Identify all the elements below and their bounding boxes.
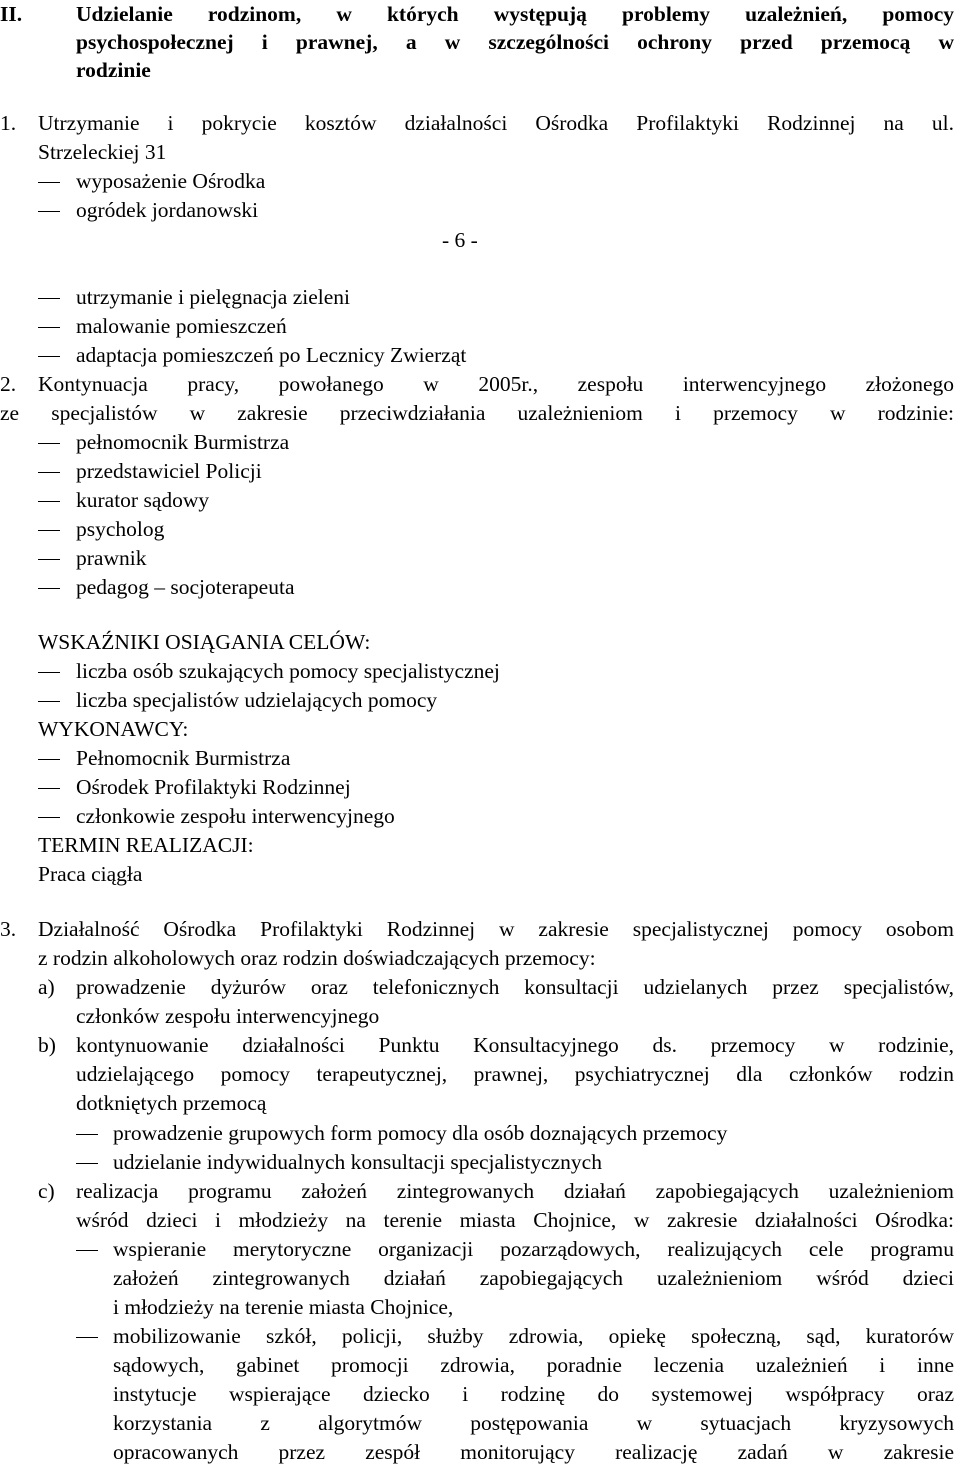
item-3-line-2: z rodzin alkoholowych oraz rodzin doświadczających przemocy:	[38, 946, 596, 970]
item-1-line-2: Strzeleckiej 31	[38, 140, 167, 164]
section-heading-line-3: rodzinie	[76, 58, 151, 82]
item-3b-line-1: kontynuowanie działalności Punktu Konsultacyjnego ds. przemocy w rodzinie,	[76, 1033, 954, 1057]
item-2-bullet: psycholog	[76, 517, 165, 541]
item-1-bullet: malowanie pomieszczeń	[76, 314, 287, 338]
item-3a-marker: a)	[38, 975, 55, 999]
item-3b-line-3: dotkniętych przemocą	[76, 1091, 267, 1115]
dash-bullet-icon	[38, 657, 64, 686]
dash-bullet-icon	[38, 428, 64, 457]
item-2-bullet: przedstawiciel Policji	[76, 459, 262, 483]
item-3c-bullet-1-line-2: założeń zintegrowanych działań zapobiegających uzależnieniom wśród dzieci	[113, 1266, 954, 1290]
indicator-item: liczba specjalistów udzielających pomocy	[76, 688, 438, 712]
item-1-bullet: adaptacja pomieszczeń po Lecznicy Zwierząt	[76, 343, 467, 367]
executors-label: WYKONAWCY:	[38, 717, 189, 741]
dash-bullet-icon	[38, 283, 64, 312]
page-number: - 6 -	[442, 228, 478, 252]
indicator-item: liczba osób szukających pomocy specjalistycznej	[76, 659, 500, 683]
item-1-bullet: wyposażenie Ośrodka	[76, 169, 266, 193]
item-2-bullet: pełnomocnik Burmistrza	[76, 430, 290, 454]
dash-bullet-icon	[76, 1235, 102, 1264]
dash-bullet-icon	[38, 802, 64, 831]
item-3-number: 3.	[0, 917, 17, 941]
item-3c-bullet-2-line-3: instytucje wspierające dziecko i rodzinę do systemowej współpracy oraz	[113, 1382, 954, 1406]
item-2-bullet: prawnik	[76, 546, 147, 570]
item-1-bullet: ogródek jordanowski	[76, 198, 259, 222]
term-label: TERMIN REALIZACJI:	[38, 833, 254, 857]
dash-bullet-icon	[38, 312, 64, 341]
dash-bullet-icon	[76, 1148, 102, 1177]
item-3c-bullet-2-line-4: korzystania z algorytmów postępowania w sytuacjach kryzysowych	[113, 1411, 954, 1435]
section-number: II.	[0, 2, 23, 26]
item-3b-bullet: udzielanie indywidualnych konsultacji specjalistycznych	[113, 1150, 602, 1174]
item-3c-bullet-1-line-1: wspieranie merytoryczne organizacji pozarządowych, realizujących cele programu	[113, 1237, 954, 1261]
executor-item: Ośrodek Profilaktyki Rodzinnej	[76, 775, 351, 799]
section-heading-line-2: psychospołecznej i prawnej, a w szczególności ochrony przed przemocą w	[76, 30, 954, 54]
item-2-number: 2.	[0, 372, 17, 396]
item-1-bullet: utrzymanie i pielęgnacja zieleni	[76, 285, 350, 309]
term-value: Praca ciągła	[38, 862, 143, 886]
item-3c-marker: c)	[38, 1179, 55, 1203]
item-2-bullet: kurator sądowy	[76, 488, 210, 512]
item-3c-line-2: wśród dzieci i młodzieży na terenie miasta Chojnice, w zakresie działalności Ośrodka:	[76, 1208, 954, 1232]
item-3a-line-1: prowadzenie dyżurów oraz telefonicznych konsultacji udzielanych przez specjalistów,	[76, 975, 954, 999]
dash-bullet-icon	[76, 1119, 102, 1148]
dash-bullet-icon	[38, 515, 64, 544]
item-2-line-2: ze specjalistów w zakresie przeciwdziałania uzależnieniom i przemocy w rodzinie:	[0, 401, 954, 425]
item-3c-bullet-1-line-3: i młodzieży na terenie miasta Chojnice,	[113, 1295, 454, 1319]
dash-bullet-icon	[38, 686, 64, 715]
item-2-bullet: pedagog – socjoterapeuta	[76, 575, 295, 599]
indicators-label: WSKAŹNIKI OSIĄGANIA CELÓW:	[38, 630, 371, 654]
item-3a-line-2: członków zespołu interwencyjnego	[76, 1004, 380, 1028]
executor-item: Pełnomocnik Burmistrza	[76, 746, 291, 770]
dash-bullet-icon	[38, 744, 64, 773]
dash-bullet-icon	[38, 544, 64, 573]
dash-bullet-icon	[38, 573, 64, 602]
item-3-line-1: Działalność Ośrodka Profilaktyki Rodzinnej w zakresie specjalistycznej pomocy osobom	[38, 917, 954, 941]
section-heading-line-1: Udzielanie rodzinom, w których występują problemy uzależnień, pomocy	[76, 2, 954, 26]
dash-bullet-icon	[38, 486, 64, 515]
item-3b-marker: b)	[38, 1033, 56, 1057]
item-1-line-1: Utrzymanie i pokrycie kosztów działalności Ośrodka Profilaktyki Rodzinnej na ul.	[38, 111, 954, 135]
item-2-line-1: Kontynuacja pracy, powołanego w 2005r., zespołu interwencyjnego złożonego	[38, 372, 954, 396]
item-3c-line-1: realizacja programu założeń zintegrowanych działań zapobiegających uzależnieniom	[76, 1179, 954, 1203]
executor-item: członkowie zespołu interwencyjnego	[76, 804, 395, 828]
dash-bullet-icon	[38, 167, 64, 196]
dash-bullet-icon	[76, 1322, 102, 1351]
item-1-number: 1.	[0, 111, 17, 135]
item-3c-bullet-2-line-2: sądowych, gabinet promocji zdrowia, poradnie leczenia uzależnień i inne	[113, 1353, 954, 1377]
dash-bullet-icon	[38, 457, 64, 486]
item-3b-bullet: prowadzenie grupowych form pomocy dla osób doznających przemocy	[113, 1121, 728, 1145]
dash-bullet-icon	[38, 196, 64, 225]
item-3c-bullet-2-line-1: mobilizowanie szkół, policji, służby zdrowia, opiekę społeczną, sąd, kuratorów	[113, 1324, 954, 1348]
item-3c-bullet-2-line-5: opracowanych przez zespół monitorujący realizację zadań w zakresie	[113, 1440, 954, 1464]
dash-bullet-icon	[38, 773, 64, 802]
item-3b-line-2: udzielającego pomocy terapeutycznej, prawnej, psychiatrycznej dla członków rodzin	[76, 1062, 954, 1086]
dash-bullet-icon	[38, 341, 64, 370]
